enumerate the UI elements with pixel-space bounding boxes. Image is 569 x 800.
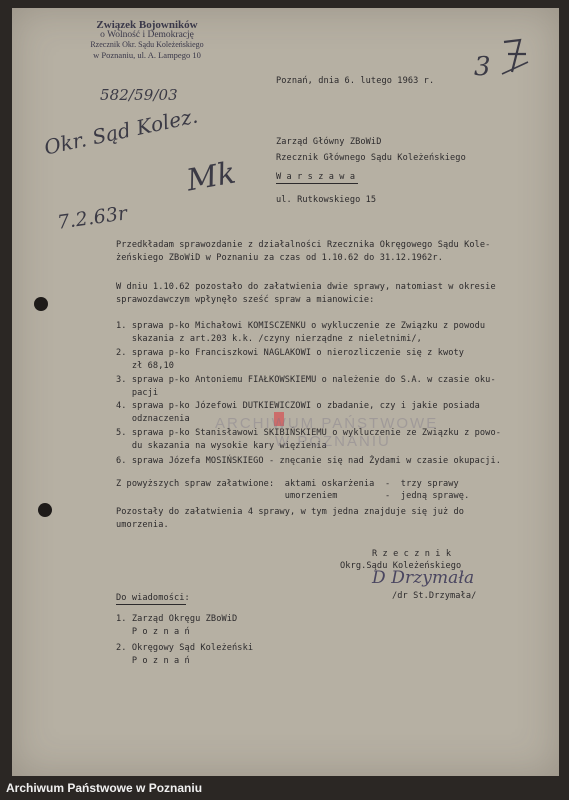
cc-item-1-line-1: 1. Zarząd Okręgu ZBoWiD (116, 614, 238, 624)
remaining-line-1: Pozostały do załatwienia 4 sprawy, w tym jedna znajduje się już do (116, 507, 465, 517)
case-item-5-line-1: 5. sprawa p-ko Stanisławowi SKIBIŃSKIEMU o wykluczenie ze Związku z powo- (116, 428, 501, 438)
cc-item-2-line-1: 2. Okręgowy Sąd Koleżeński (116, 643, 254, 653)
recipient-line-3: W a r s z a w a (276, 172, 356, 182)
cc-heading: Do wiadomości: (116, 593, 190, 603)
recipient-line-2: Rzecznik Głównego Sądu Koleżeńskiego (276, 153, 466, 163)
place-date: Poznań, dnia 6. lutego 1963 r. (276, 76, 435, 86)
body-paragraph-2-line-2: sprawozdawczym wpłynęło sześć spraw a mianowicie: (116, 295, 375, 305)
punch-hole-bottom (38, 503, 52, 517)
case-item-2-line-2: zł 68,10 (116, 361, 175, 371)
handwritten-corner-number: 3 (474, 52, 491, 82)
summary-line-1: Z powyższych spraw załatwione: aktami oskarżenia - trzy sprawy (116, 479, 459, 489)
recipient-underline (276, 183, 358, 184)
handwritten-note-date: 7.2.63r (56, 202, 129, 234)
case-item-1-line-1: 1. sprawa p-ko Michałowi KOMISCZENKU o wykluczenie ze Związku z powodu (116, 321, 486, 331)
handwritten-reference: 582/59/03 (100, 86, 178, 104)
case-item-3-line-2: pacji (116, 388, 159, 398)
case-item-2-line-1: 2. sprawa p-ko Franciszkowi NAGLAKOWI o nierozliczenie się z kwoty (116, 348, 465, 358)
watermark-line-2: W POZNANIU (275, 433, 391, 450)
archive-watermark (215, 415, 438, 451)
handwritten-signature: D Drzymała (372, 568, 475, 588)
case-item-6-line-1: 6. sprawa Józefa MOSIŃSKIEGO - znęcanie się nad Żydami w czasie okupacji. (116, 456, 501, 466)
archive-footer-label: Archiwum Państwowe w Poznaniu (6, 781, 203, 795)
cc-heading-underline (116, 604, 186, 605)
punch-hole-top (34, 297, 48, 311)
stamp-line-4: w Poznaniu, ul. A. Lampego 10 (93, 50, 201, 60)
body-paragraph-2-line-1: W dniu 1.10.62 pozostało do załatwienia dwie sprawy, natomiast w okresie (116, 282, 496, 292)
document-page (12, 8, 559, 776)
signature-title-2: Okrg.Sądu Koleżeńskiego (340, 561, 462, 571)
case-item-4-line-2: odznaczenia (116, 414, 190, 424)
handwritten-initials: Mk (184, 155, 239, 199)
signature-name: /dr St.Drzymała/ (392, 591, 477, 601)
signature-title-1: R z e c z n i k (372, 549, 452, 559)
stamp-line-3: Rzecznik Okr. Sądu Koleżeńskiego (90, 40, 204, 49)
body-paragraph-1-line-1: Przedkładam sprawozdanie z działalności Rzecznika Okręgowego Sądu Kole- (116, 240, 491, 250)
cc-item-2-line-2: P o z n a ń (116, 656, 190, 666)
case-item-1-line-2: skazania z art.203 k.k. /czyny nierządne z nieletnimi/, (116, 334, 422, 344)
case-item-3-line-1: 3. sprawa p-ko Antoniemu FIAŁKOWSKIEMU o należenie do S.A. w czasie oku- (116, 375, 496, 385)
watermark-line-1: ARCHIWUM PAŃSTWOWE (215, 415, 439, 432)
letterhead-stamp (62, 20, 232, 60)
recipient-line-4: ul. Rutkowskiego 15 (276, 195, 377, 205)
cc-item-1-line-2: P o z n a ń (116, 627, 190, 637)
remaining-line-2: umorzenia. (116, 520, 169, 530)
stamp-line-1: Związek Bojowników (96, 19, 198, 31)
archive-footer-bar (0, 776, 569, 800)
case-item-5-line-2: du skazania na wysokie kary więzienia (116, 441, 327, 451)
handwritten-crossed-number (498, 32, 534, 78)
stamp-line-2: o Wolność i Demokrację (100, 30, 194, 40)
summary-line-2: umorzeniem - jedną sprawę. (116, 491, 470, 501)
recipient-line-1: Zarząd Główny ZBoWiD (276, 137, 382, 147)
case-item-4-line-1: 4. sprawa p-ko Józefowi DUTKIEWICZOWI o zbadanie, czy i jakie posiada (116, 401, 480, 411)
handwritten-note-court: Okr. Sąd Kolez. (42, 103, 201, 160)
body-paragraph-1-line-2: żeńskiego ZBoWiD w Poznaniu za czas od 1.10.62 do 31.12.1962r. (116, 253, 443, 263)
